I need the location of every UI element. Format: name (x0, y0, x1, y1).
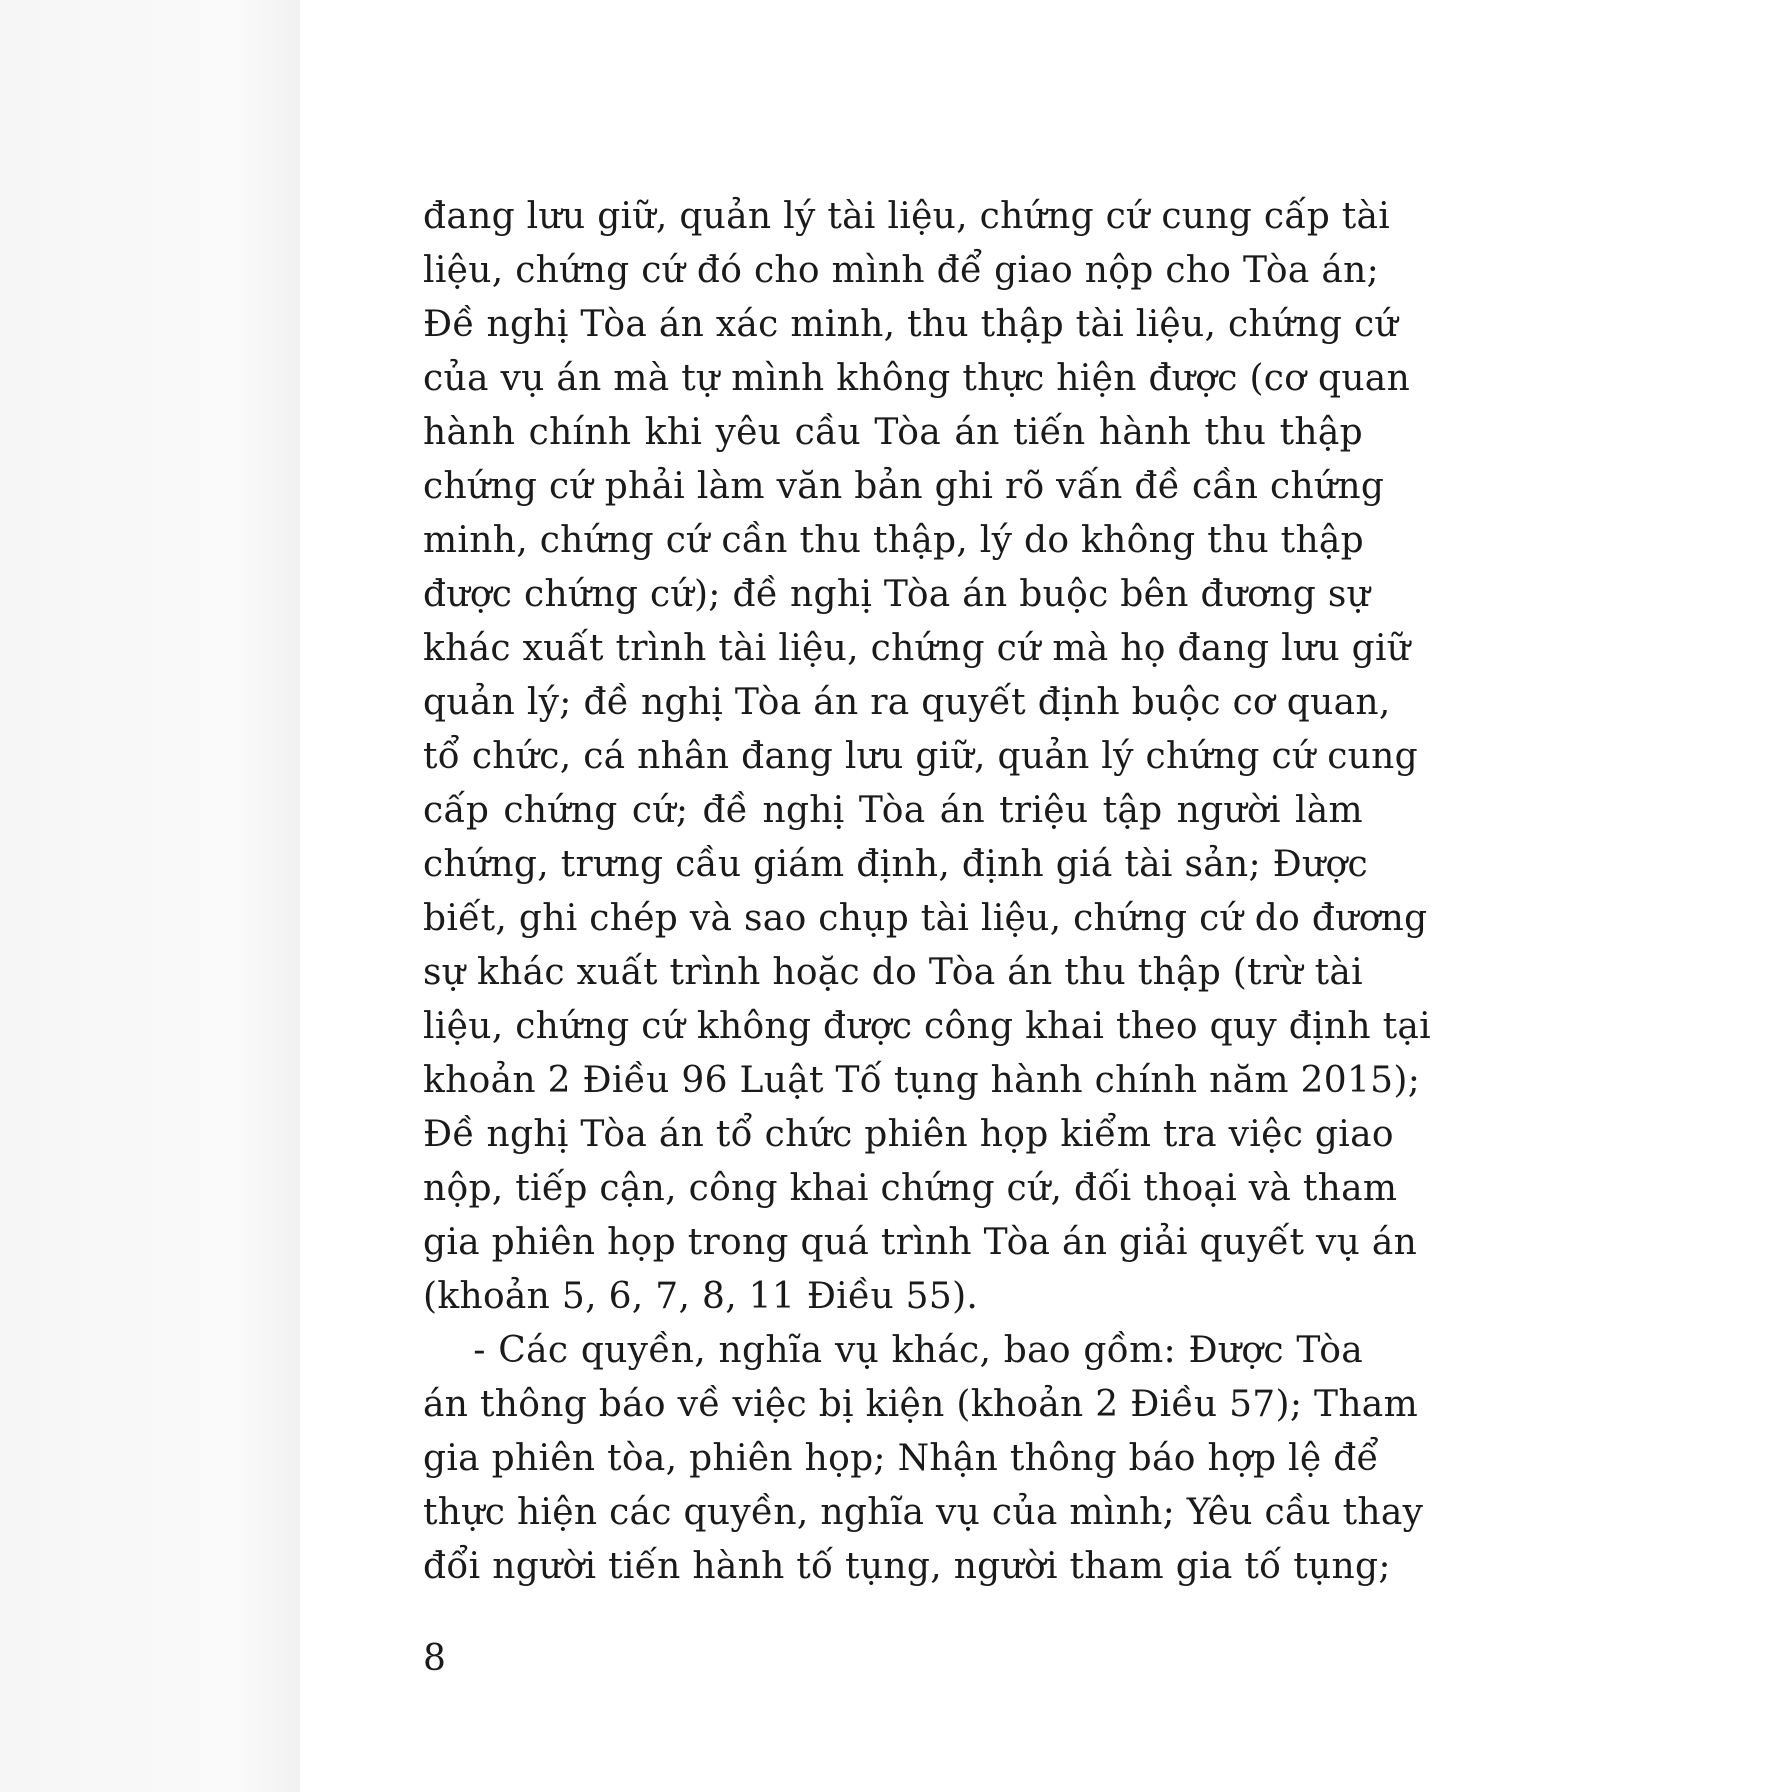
text-line: đổi người tiến hành tố tụng, người tham gia tố tụng; (423, 1546, 1391, 1587)
text-line: khoản 2 Điều 96 Luật Tố tụng hành chính năm 2015); (423, 1060, 1421, 1101)
text-line: chứng, trưng cầu giám định, định giá tài sản; Được (423, 844, 1368, 885)
text-line: Đề nghị Tòa án xác minh, thu thập tài liệu, chứng cứ (423, 304, 1398, 345)
text-line: liệu, chứng cứ không được công khai theo quy định tại (423, 1006, 1431, 1047)
text-line: được chứng cứ); đề nghị Tòa án buộc bên đương sự (423, 574, 1371, 615)
text-line: minh, chứng cứ cần thu thập, lý do không thu thập (423, 520, 1365, 561)
text-line: gia phiên tòa, phiên họp; Nhận thông báo hợp lệ để (423, 1438, 1379, 1479)
text-line: Đề nghị Tòa án tổ chức phiên họp kiểm tra việc giao (423, 1114, 1394, 1155)
text-line: - Các quyền, nghĩa vụ khác, bao gồm: Được Tòa (423, 1330, 1363, 1371)
text-line: liệu, chứng cứ đó cho mình để giao nộp cho Tòa án; (423, 250, 1380, 291)
text-line: tổ chức, cá nhân đang lưu giữ, quản lý chứng cứ cung (423, 736, 1418, 777)
text-line: của vụ án mà tự mình không thực hiện được (cơ quan (423, 358, 1411, 399)
text-line: biết, ghi chép và sao chụp tài liệu, chứng cứ do đương (423, 898, 1428, 939)
text-line: hành chính khi yêu cầu Tòa án tiến hành thu thập (423, 412, 1363, 453)
text-line: quản lý; đề nghị Tòa án ra quyết định buộc cơ quan, (423, 682, 1391, 723)
text-line: sự khác xuất trình hoặc do Tòa án thu thập (trừ tài (423, 952, 1363, 993)
text-line: khác xuất trình tài liệu, chứng cứ mà họ đang lưu giữ (423, 628, 1411, 669)
text-line: chứng cứ phải làm văn bản ghi rõ vấn đề cần chứng (423, 466, 1385, 507)
text-line: nộp, tiếp cận, công khai chứng cứ, đối thoại và tham (423, 1168, 1398, 1209)
page-number: 8 (423, 1638, 446, 1679)
text-line: cấp chứng cứ; đề nghị Tòa án triệu tập người làm (423, 790, 1363, 831)
text-line: án thông báo về việc bị kiện (khoản 2 Điều 57); Tham (423, 1384, 1418, 1425)
page-left-margin-shade (0, 0, 300, 1792)
text-line: đang lưu giữ, quản lý tài liệu, chứng cứ cung cấp tài (423, 196, 1391, 237)
text-line: gia phiên họp trong quá trình Tòa án giải quyết vụ án (423, 1222, 1418, 1263)
text-line: (khoản 5, 6, 7, 8, 11 Điều 55). (423, 1276, 979, 1317)
text-line: thực hiện các quyền, nghĩa vụ của mình; Yêu cầu thay (423, 1492, 1424, 1533)
body-text (423, 190, 1431, 1594)
